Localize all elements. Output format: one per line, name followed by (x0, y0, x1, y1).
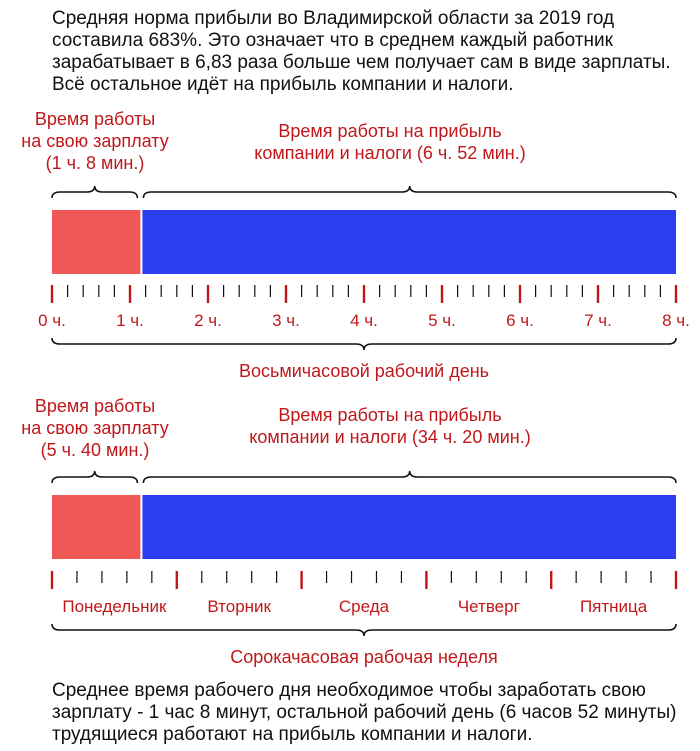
day-total-brace (52, 338, 676, 350)
day-axis-label: 5 ч. (428, 311, 456, 330)
day-axis-label: 1 ч. (116, 311, 144, 330)
day-axis-label: 2 ч. (194, 311, 222, 330)
day-axis-label: 6 ч. (506, 311, 534, 330)
day-wage-bar (52, 210, 140, 274)
intro-text: Средняя норма прибыли во Владимирской области за 2019 год составила 683%. Это означает что в среднем каждый работник зарабатывает в 6,83 раза больше чем получает сам в виде зарплаты. Всё остальное идёт на прибыль компании и налоги. (52, 8, 671, 95)
week-axis-label: Четверг (457, 597, 520, 616)
day-axis-label: 7 ч. (584, 311, 612, 330)
week-wage-bar (52, 495, 140, 559)
day-profit-label-line1: Время работы на прибыль (278, 121, 502, 141)
week-axis-label: Пятница (579, 597, 648, 616)
day-profit-label-line2: компании и налоги (6 ч. 52 мин.) (254, 143, 526, 163)
day-caption: Восьмичасовой рабочий день (238, 361, 490, 381)
day-profit-brace (143, 186, 676, 198)
day-wage-label-line1: Время работы (34, 109, 156, 129)
week-axis-label: Понедельник (62, 597, 167, 616)
week-wage-label-line3: (5 ч. 40 мин.) (40, 440, 150, 460)
week-wage-label-line2: на свою зарплату (21, 418, 169, 438)
week-profit-label-line1: Время работы на прибыль (278, 405, 502, 425)
day-wage-label-line3: (1 ч. 8 мин.) (45, 153, 145, 173)
day-wage-label-line2: на свою зарплату (21, 131, 169, 151)
day-axis-label: 4 ч. (350, 311, 378, 330)
day-axis-label: 8 ч. (662, 311, 690, 330)
week-wage-brace (52, 471, 137, 483)
week-axis-label: Вторник (207, 597, 272, 616)
week-wage-label-line1: Время работы (34, 396, 156, 416)
week-caption: Сорокачасовая рабочая неделя (230, 647, 498, 667)
week-axis-label: Среда (338, 597, 390, 616)
week-profit-bar (142, 495, 676, 559)
week-profit-label-line2: компании и налоги (34 ч. 20 мин.) (249, 427, 531, 447)
day-wage-brace (52, 186, 137, 198)
day-profit-bar (142, 210, 676, 274)
week-profit-brace (143, 471, 676, 483)
day-axis-label: 0 ч. (38, 311, 66, 330)
week-total-brace (52, 624, 676, 636)
day-axis-label: 3 ч. (272, 311, 300, 330)
outro-text: Среднее время рабочего дня необходимое чтобы заработать свою зарплату - 1 час 8 минут, остальной рабочий день (6 часов 52 минуты) трудящиеся работают на прибыль компании и налоги. (52, 680, 677, 745)
